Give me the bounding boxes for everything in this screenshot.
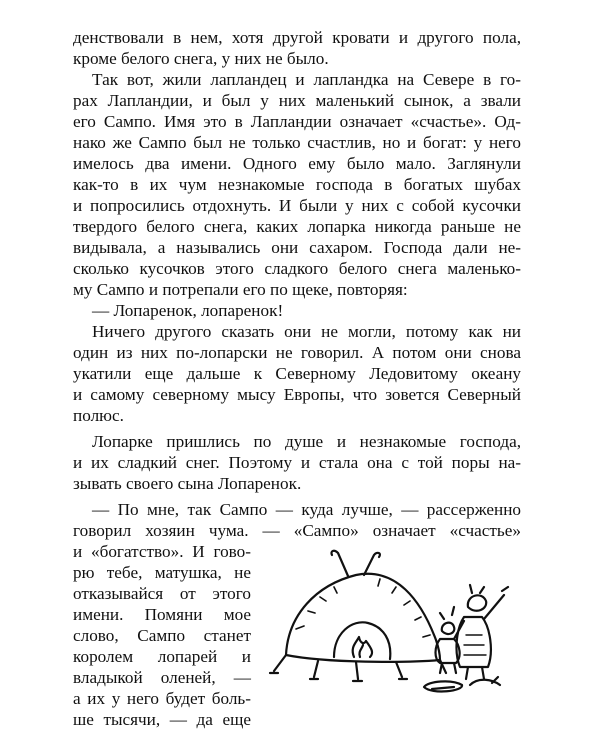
text-line: его Сампо. Имя это в Лапландии означает «счастье». Од- [73,112,521,131]
text-line: Так вот, жили лапландец и лапландка на Севере в го- [92,70,521,89]
fire-icon [353,637,372,657]
text-line: Лопарке пришлись по душе и незнакомые господа, [92,432,521,451]
text-line: твердого белого снега, каких лопарка никогда раньше не [73,217,521,236]
ground-items [424,677,500,691]
paragraph-3 [73,300,521,321]
tent-stitching [296,579,430,637]
text-line: и «богатство». И гово- [73,542,251,561]
paragraph-1 [73,27,521,69]
text-line: один из них по-лопарски не говорил. А потом они снова [73,343,521,362]
text-line: и попросились отдохнуть. И были у них с собой кусочки [73,196,521,215]
text-line: му Сампо и потрепали его по щеке, повторяя: [73,280,408,299]
text-line: слово, Сампо станет [73,626,251,645]
text-line: рю тебе, матушка, не [73,563,251,582]
text-line: полюс. [73,406,124,425]
tent-outline [286,574,440,662]
paragraph-4 [73,321,521,426]
text-line: рах Лапландии, и был у них маленький сынок, а звали [73,91,521,110]
tent-pole-icon [331,551,348,576]
adult-figure-icon [454,585,508,679]
text-line: денствовали в нем, хотя другой кровати и другого пола, [73,28,521,47]
paragraph-5 [73,431,521,494]
text-line: и самому северному мысу Европы, что зовется Северный [73,385,521,404]
text-line: видывала, а назывались они сахаром. Господа дали не- [73,238,521,257]
tent-family-illustration [256,545,536,710]
tent-pole-icon [364,553,380,575]
text-line: имелось два имени. Одного ему было мало. Заглянули [73,154,521,173]
tent-entrance [334,622,390,659]
text-line: ше тысячи, — да еще [73,710,251,729]
text-line: как-то в их чум незнакомые господа в богатых шубах [73,175,521,194]
paragraph-2 [73,69,521,300]
text-line: имени. Помяни мое [73,605,251,624]
text-line: укатили еще дальше к Северному Ледовитому океану [73,364,521,383]
tent-base [270,655,446,681]
text-line: а их у него будет боль- [73,689,251,708]
text-line: зывать своего сына Лопаренок. [73,474,302,493]
text-line: нако же Сампо был не только счастлив, но и богат: у него [73,133,521,152]
text-line: отказывайся от этого [73,584,251,603]
paragraph-6 [73,499,521,541]
adult-figure-pattern [464,635,486,655]
text-line: — По мне, так Сампо — куда лучше, — рассерженно [92,500,521,519]
text-line: и их сладкий снег. Поэтому и стала она с той поры на- [73,453,521,472]
text-line: королем лопарей и [73,647,251,666]
text-line: кроме белого снега, у них не было. [73,49,329,68]
text-line: владыкой оленей, — [73,668,251,687]
text-line: говорил хозяин чума. — «Сампо» означает «счастье» [73,521,521,540]
paragraph-6-continued [73,541,251,730]
text-line: — Лопаренок, лопаренок! [92,301,284,320]
text-line: сколько кусочков этого сладкого белого снега маленько- [73,259,521,278]
text-line: Ничего другого сказать они не могли, потому как ни [92,322,521,341]
